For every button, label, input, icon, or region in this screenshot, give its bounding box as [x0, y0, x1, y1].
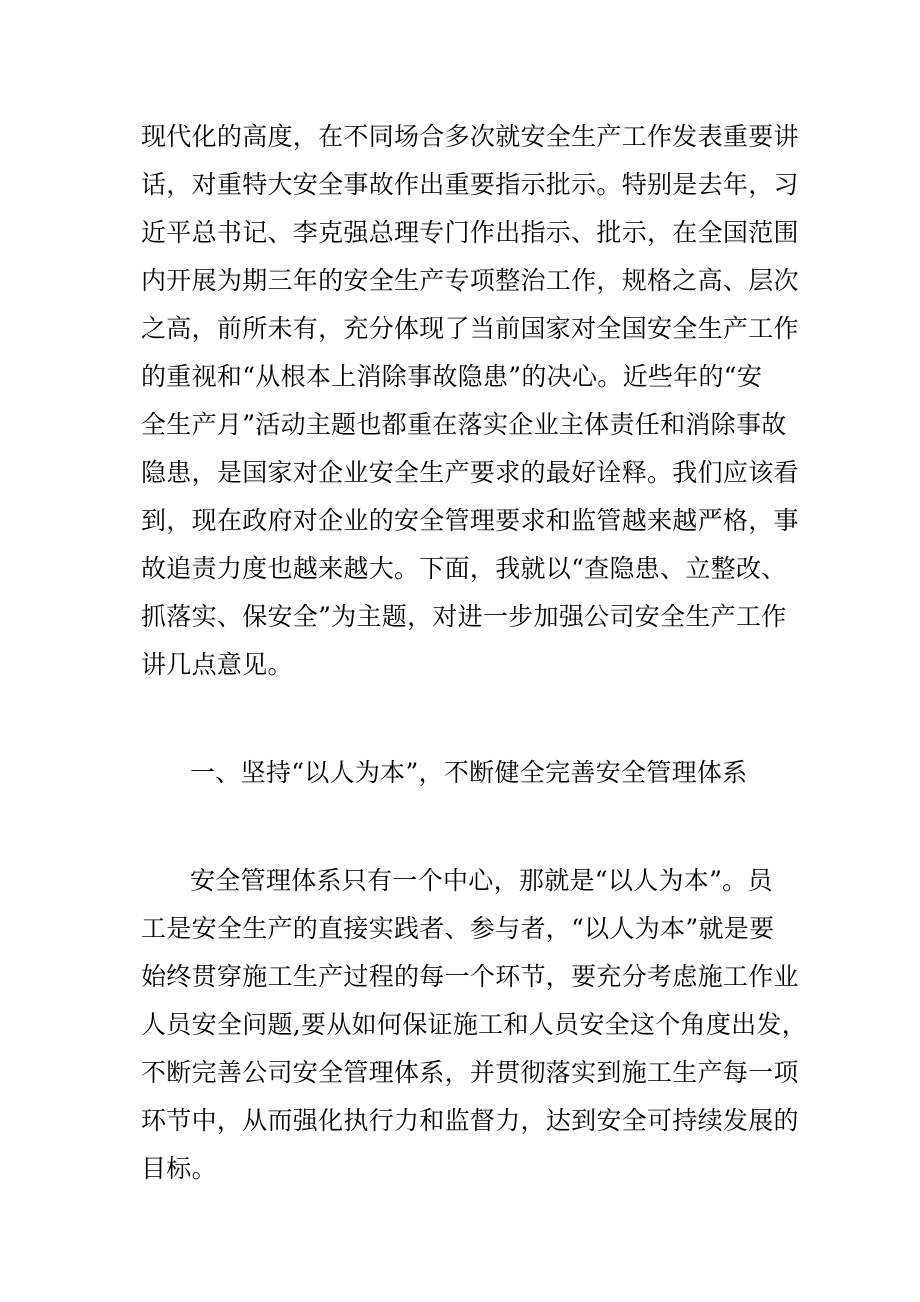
paragraph-line: 的重视和“从根本上消除事故隐患”的决心。近些年的“安 — [141, 362, 763, 391]
paragraph-line: 人员安全问题,要从如何保证施工和人员安全这个角度出发， — [141, 1010, 808, 1039]
paragraph-line: 目标。 — [141, 1154, 217, 1183]
paragraph-line: 现代化的高度，在不同场合多次就安全生产工作发表重要讲 — [141, 122, 799, 151]
paragraph-line: 话，对重特大安全事故作出重要指示批示。特别是去年，习 — [141, 170, 799, 199]
paragraph-line: 近平总书记、李克强总理专门作出指示、批示，在全国范围 — [141, 218, 799, 247]
paragraph-line: 到，现在政府对企业的安全管理要求和监管越来越严格，事 — [141, 506, 799, 535]
paragraph-line: 隐患，是国家对企业安全生产要求的最好诠释。我们应该看 — [141, 458, 799, 487]
paragraph-line: 不断完善公司安全管理体系，并贯彻落实到施工生产每一项 — [141, 1058, 799, 1087]
paragraph-line: 之高，前所未有，充分体现了当前国家对全国安全生产工作 — [141, 314, 799, 343]
paragraph-line: 工是安全生产的直接实践者、参与者，“以人为本”就是要 — [141, 914, 775, 943]
paragraph-line: 内开展为期三年的安全生产专项整治工作，规格之高、层次 — [141, 266, 799, 295]
paragraph-line: 始终贯穿施工生产过程的每一个环节，要充分考虑施工作业 — [141, 962, 799, 991]
paragraph-line: 故追责力度也越来越大。下面，我就以“查隐患、立整改、 — [141, 554, 787, 583]
section-heading: 一、坚持“以人为本”，不断健全完善安全管理体系 — [190, 758, 748, 787]
paragraph-line: 安全管理体系只有一个中心，那就是“以人为本”。员 — [190, 866, 773, 895]
paragraph-line: 环节中，从而强化执行力和监督力，达到安全可持续发展的 — [141, 1106, 799, 1135]
paragraph-line: 抓落实、保安全”为主题，对进一步加强公司安全生产工作 — [141, 602, 787, 631]
paragraph-line: 讲几点意见。 — [141, 650, 293, 679]
paragraph-line: 全生产月”活动主题也都重在落实企业主体责任和消除事故 — [141, 410, 787, 439]
